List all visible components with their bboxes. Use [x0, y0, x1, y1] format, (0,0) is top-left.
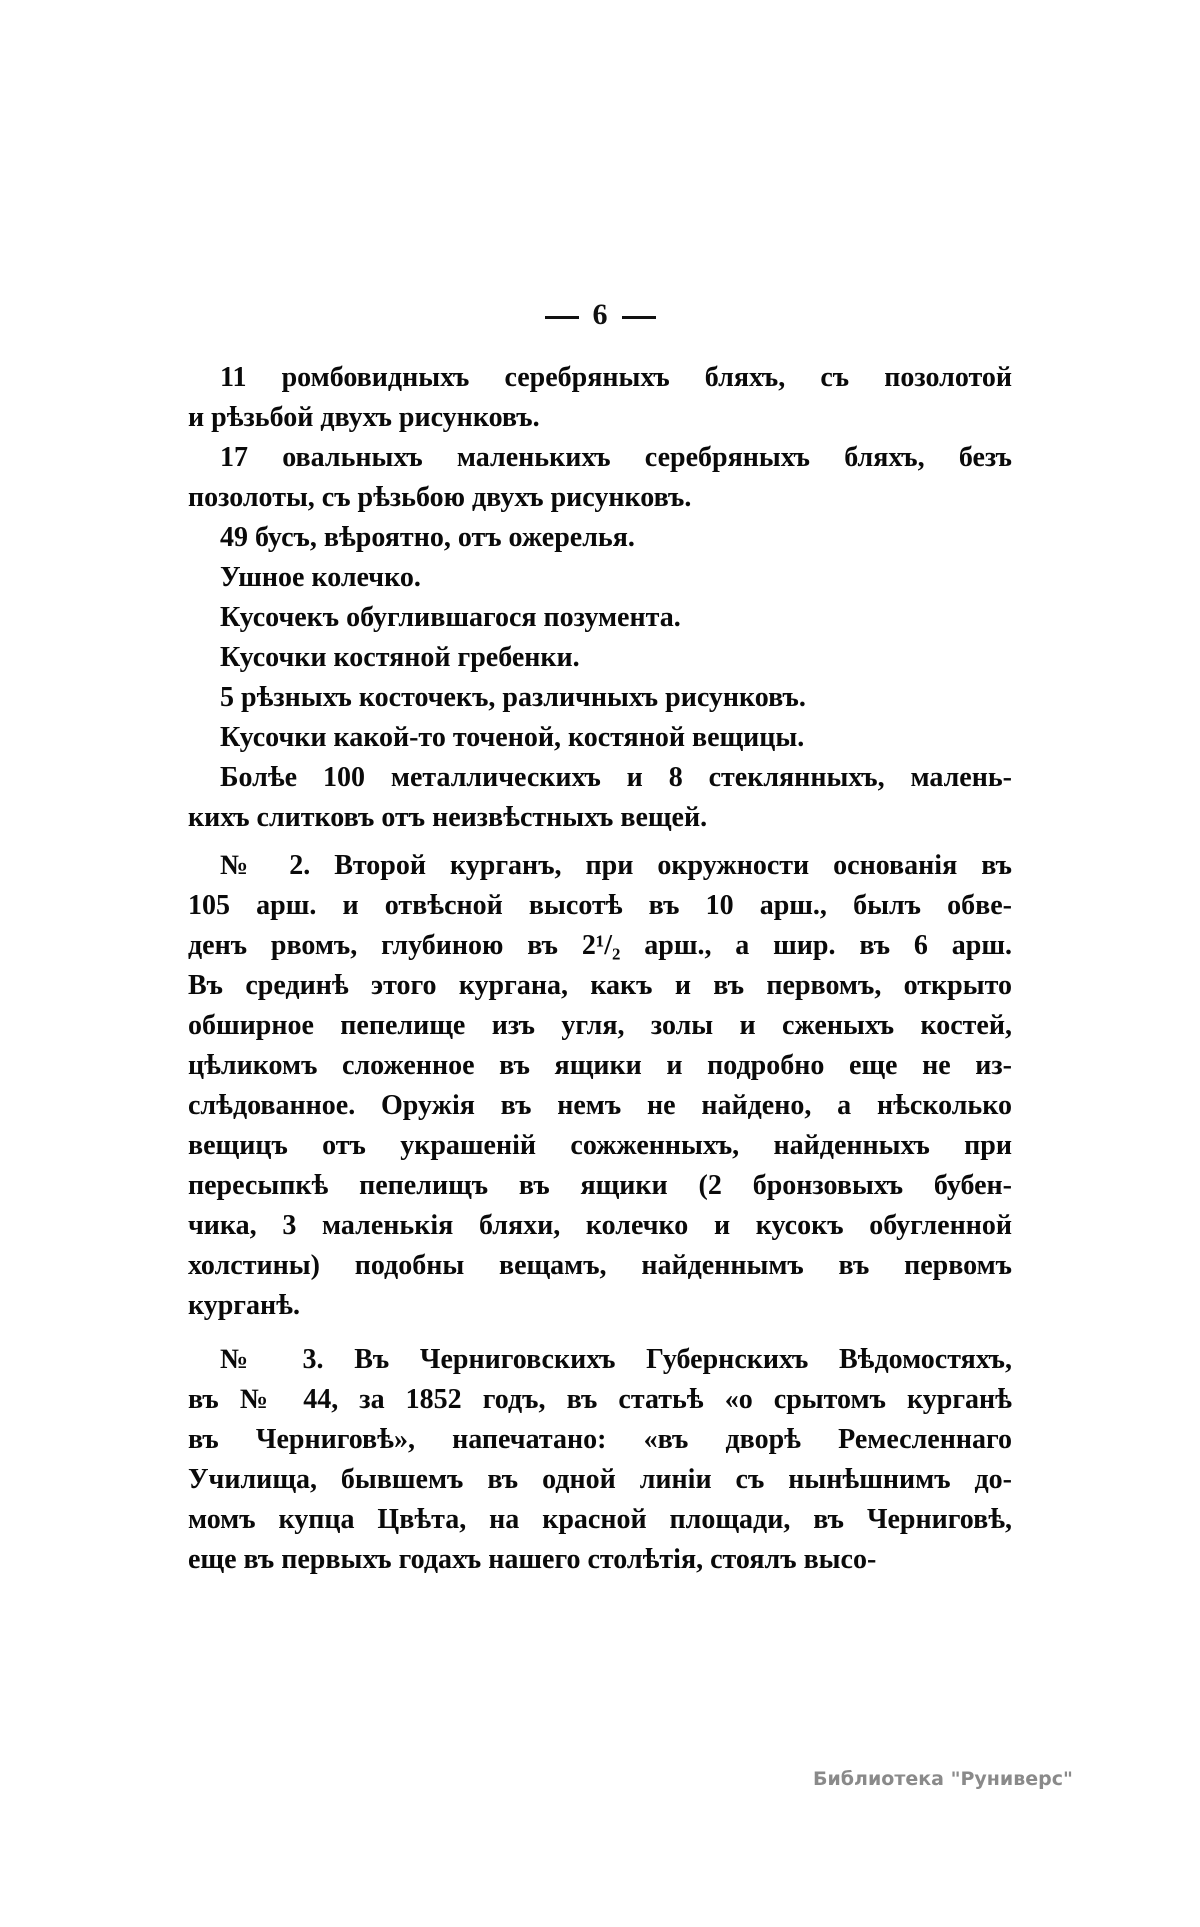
- paragraph-line: въ № 44, за 1852 годъ, въ статьѣ «о срытомъ курганѣ: [188, 1384, 1012, 1415]
- paragraph-line: пересыпкѣ пепелищъ въ ящики (2 бронзовыхъ бубен-: [188, 1170, 1012, 1201]
- page-number-dash-right: [622, 316, 656, 319]
- paragraph-line: № 2. Второй курганъ, при окружности основанія въ: [220, 850, 1012, 881]
- list-item-line: Болѣе 100 металлическихъ и 8 стеклянныхъ, малень-: [220, 762, 1012, 793]
- list-item-line: Кусочки костяной гребенки.: [220, 642, 580, 673]
- paragraph-line: холстины) подобны вещамъ, найденнымъ въ первомъ: [188, 1250, 1012, 1281]
- paragraph-line: момъ купца Цвѣта, на красной площади, въ Черниговѣ,: [188, 1504, 1012, 1535]
- paragraph-line: обширное пепелище изъ угля, золы и сженыхъ костей,: [188, 1010, 1012, 1041]
- page-number: [0, 298, 1200, 332]
- list-item-line: 49 бусъ, вѣроятно, отъ ожерелья.: [220, 522, 635, 553]
- paragraph-line: цѣликомъ сложенное въ ящики и подробно еще не из-: [188, 1050, 1012, 1081]
- list-item-line: позолоты, съ рѣзьбою двухъ рисунковъ.: [188, 482, 692, 513]
- paragraph-2: [188, 846, 1012, 1326]
- list-item-line: 17 овальныхъ маленькихъ серебряныхъ бляхъ, безъ: [220, 442, 1012, 473]
- list-item-line: и рѣзьбой двухъ рисунковъ.: [188, 402, 540, 433]
- paragraph-line: Училища, бывшемъ въ одной линіи съ нынѣшнимъ до-: [188, 1464, 1012, 1495]
- paragraph-line: Въ срединѣ этого кургана, какъ и въ первомъ, открыто: [188, 970, 1012, 1001]
- watermark: Библиотека "Руниверс": [813, 1768, 1073, 1790]
- page-number-text: 6: [592, 298, 608, 331]
- paragraph-line: въ Черниговѣ», напечатано: «въ дворѣ Ремесленнаго: [188, 1424, 1012, 1455]
- paragraph-line: слѣдованное. Оружія въ немъ не найдено, а нѣсколько: [188, 1090, 1012, 1121]
- list-item-line: 11 ромбовидныхъ серебряныхъ бляхъ, съ позолотой: [220, 362, 1012, 393]
- paragraph-line: денъ рвомъ, глубиною въ 2¹/₂ арш., а шир. въ 6 арш.: [188, 930, 1012, 961]
- list-item-line: кихъ слитковъ отъ неизвѣстныхъ вещей.: [188, 802, 708, 833]
- list-item-line: Кусочки какой-то точеной, костяной вещицы.: [220, 722, 805, 753]
- paragraph-line: еще въ первыхъ годахъ нашего столѣтія, стоялъ высо-: [188, 1544, 877, 1575]
- list-item-line: 5 рѣзныхъ косточекъ, различныхъ рисунковъ.: [220, 682, 806, 713]
- paragraph-line: 105 арш. и отвѣсной высотѣ въ 10 арш., былъ обве-: [188, 890, 1012, 921]
- paragraph-line: № 3. Въ Черниговскихъ Губернскихъ Вѣдомостяхъ,: [220, 1344, 1012, 1375]
- list-item-line: Кусочекъ обуглившагося позумента.: [220, 602, 681, 633]
- list-item-line: Ушное колечко.: [220, 562, 421, 593]
- paragraph-line: чика, 3 маленькія бляхи, колечко и кусокъ обугленной: [188, 1210, 1012, 1241]
- item-list: [188, 358, 1012, 838]
- paragraph-3: [188, 1340, 1012, 1580]
- paragraph-line: вещицъ отъ украшеній сожженныхъ, найденныхъ при: [188, 1130, 1012, 1161]
- page-number-dash-left: [545, 316, 579, 319]
- paragraph-line: курганѣ.: [188, 1290, 300, 1321]
